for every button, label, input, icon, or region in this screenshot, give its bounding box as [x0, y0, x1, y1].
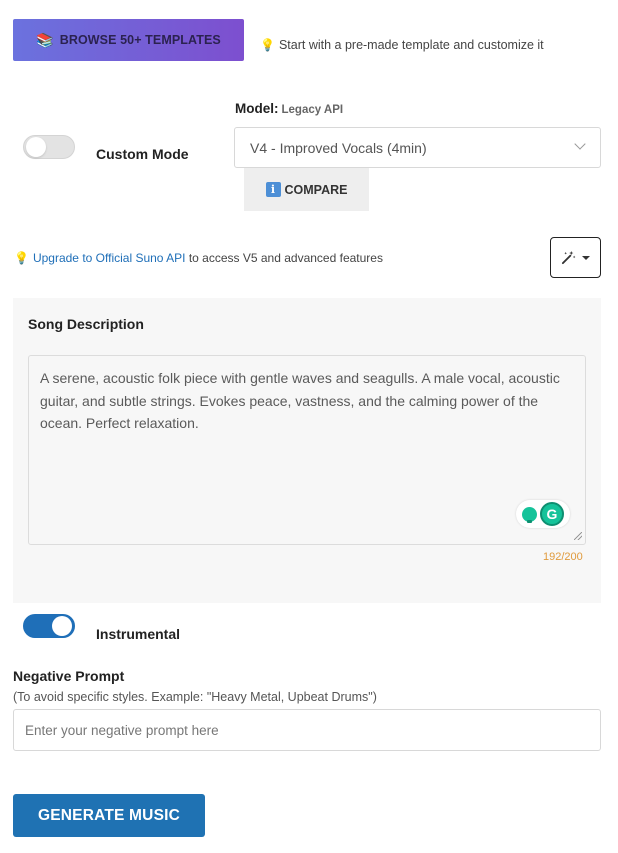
info-icon: i	[266, 182, 281, 197]
toggle-knob	[26, 137, 46, 157]
upgrade-link[interactable]: Upgrade to Official Suno API	[32, 251, 186, 265]
model-label	[235, 101, 343, 116]
upgrade-notice	[14, 251, 383, 265]
lightbulb-icon: 💡	[260, 38, 275, 52]
instrumental-toggle[interactable]	[23, 614, 75, 638]
books-icon: 📚	[36, 32, 54, 48]
grammarly-widget[interactable]	[516, 500, 570, 528]
model-selected-value: V4 - Improved Vocals (4min)	[250, 139, 427, 156]
song-description-textarea[interactable]: A serene, acoustic folk piece with gentle waves and seagulls. A male vocal, acoustic guitar, and subtle strings. Evokes peace, vastness, and the calming power of the ocean. Perfect relaxation.	[28, 355, 586, 545]
model-tag: Legacy API	[281, 104, 344, 116]
custom-mode-toggle[interactable]	[23, 135, 75, 159]
caret-down-icon	[582, 256, 590, 260]
model-select[interactable]	[234, 127, 601, 168]
instrumental-label: Instrumental	[96, 626, 181, 642]
resize-handle-icon[interactable]	[574, 532, 582, 540]
toggle-knob	[52, 616, 72, 636]
compare-label: COMPARE	[284, 182, 348, 197]
lightbulb-icon: 💡	[14, 251, 29, 265]
model-label-text: Model:	[235, 101, 279, 116]
compare-button[interactable]	[244, 168, 369, 211]
negative-prompt-title: Negative Prompt	[13, 668, 125, 684]
generate-music-button[interactable]: GENERATE MUSIC	[13, 794, 205, 837]
character-counter: 192/200	[543, 551, 583, 563]
grammarly-bulb-icon	[522, 507, 537, 522]
upgrade-rest-text: to access V5 and advanced features	[188, 251, 383, 265]
negative-prompt-input[interactable]	[13, 709, 601, 751]
song-description-title: Song Description	[28, 316, 144, 332]
negative-prompt-hint: (To avoid specific styles. Example: "Heavy Metal, Upbeat Drums")	[13, 690, 377, 704]
magic-wand-icon	[561, 250, 576, 265]
templates-tip-text: Start with a pre-made template and customize it	[278, 38, 544, 52]
browse-templates-button[interactable]	[13, 19, 244, 61]
custom-mode-label: Custom Mode	[96, 146, 189, 162]
templates-tip	[260, 38, 544, 52]
magic-wand-dropdown-button[interactable]	[550, 237, 601, 278]
browse-templates-label: BROWSE 50+ TEMPLATES	[59, 33, 221, 47]
chevron-down-icon	[574, 138, 585, 149]
grammarly-g-icon: G	[540, 502, 564, 526]
